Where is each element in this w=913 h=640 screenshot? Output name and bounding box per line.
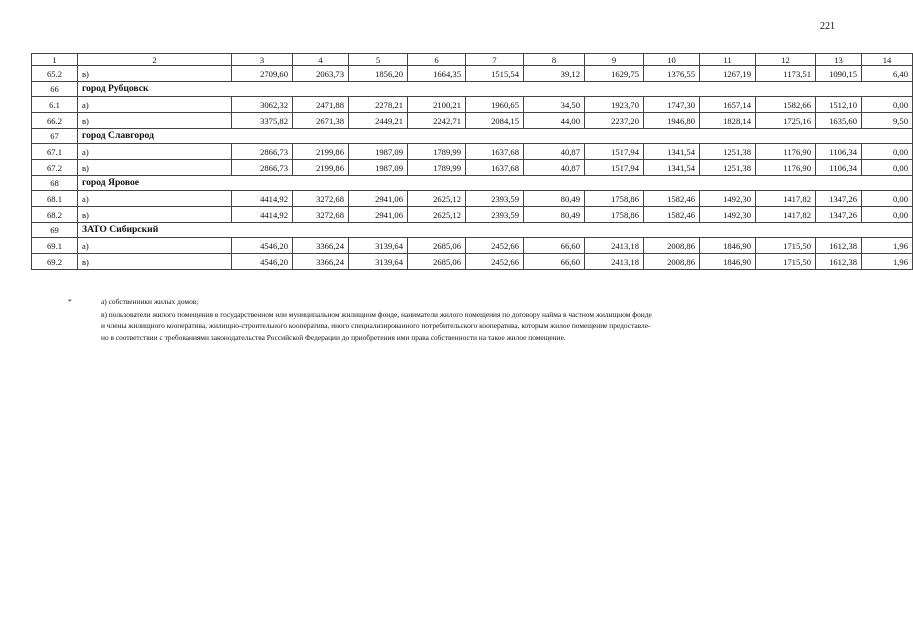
value-cell: 2625,12 bbox=[408, 207, 466, 223]
value-cell: 44,00 bbox=[524, 113, 585, 129]
table-row bbox=[32, 97, 913, 113]
value-cell: 1725,16 bbox=[756, 113, 816, 129]
tariff-table bbox=[31, 53, 913, 270]
value-cell: 2237,20 bbox=[585, 113, 644, 129]
value-cell: 1341,54 bbox=[644, 144, 700, 160]
footnote-marker: * bbox=[68, 297, 72, 306]
value-cell: 1176,90 bbox=[756, 144, 816, 160]
value-cell: 1492,30 bbox=[700, 191, 756, 207]
value-cell: 2452,66 bbox=[466, 254, 524, 270]
value-cell: 3062,32 bbox=[232, 97, 293, 113]
value-cell: 1106,34 bbox=[816, 144, 862, 160]
footnote-line-a: а) собственники жилых домов; bbox=[101, 297, 199, 306]
value-cell: 2471,88 bbox=[293, 97, 349, 113]
row-code: 67.1 bbox=[32, 144, 78, 160]
value-cell: 3139,64 bbox=[349, 254, 408, 270]
value-cell: 3366,24 bbox=[293, 254, 349, 270]
row-code: 67 bbox=[32, 129, 78, 144]
value-cell: 66,60 bbox=[524, 254, 585, 270]
value-cell: 0,00 bbox=[862, 160, 913, 176]
value-cell: 4414,92 bbox=[232, 191, 293, 207]
column-header: 7 bbox=[466, 54, 524, 66]
value-cell: 40,87 bbox=[524, 144, 585, 160]
city-row bbox=[32, 129, 913, 144]
row-code: 69.2 bbox=[32, 254, 78, 270]
value-cell: 2941,06 bbox=[349, 191, 408, 207]
value-cell: 2866,73 bbox=[232, 144, 293, 160]
row-category: в) bbox=[78, 254, 232, 270]
value-cell: 1417,82 bbox=[756, 191, 816, 207]
page-number: 221 bbox=[820, 21, 835, 32]
city-row bbox=[32, 82, 913, 97]
value-cell: 1582,46 bbox=[644, 191, 700, 207]
value-cell: 2685,06 bbox=[408, 254, 466, 270]
table-row bbox=[32, 144, 913, 160]
row-category: а) bbox=[78, 144, 232, 160]
value-cell: 40,87 bbox=[524, 160, 585, 176]
value-cell: 1923,70 bbox=[585, 97, 644, 113]
value-cell: 2393,59 bbox=[466, 191, 524, 207]
city-name: ЗАТО Сибирский bbox=[78, 223, 913, 238]
city-row bbox=[32, 223, 913, 238]
value-cell: 3139,64 bbox=[349, 238, 408, 254]
value-cell: 1,96 bbox=[862, 238, 913, 254]
value-cell: 80,49 bbox=[524, 207, 585, 223]
row-code: 68.2 bbox=[32, 207, 78, 223]
table-row bbox=[32, 191, 913, 207]
row-category: в) bbox=[78, 113, 232, 129]
value-cell: 1341,54 bbox=[644, 160, 700, 176]
value-cell: 3375,82 bbox=[232, 113, 293, 129]
value-cell: 4414,92 bbox=[232, 207, 293, 223]
value-cell: 2393,59 bbox=[466, 207, 524, 223]
value-cell: 39,12 bbox=[524, 66, 585, 82]
value-cell: 2199,86 bbox=[293, 144, 349, 160]
value-cell: 4546,20 bbox=[232, 254, 293, 270]
value-cell: 1251,38 bbox=[700, 144, 756, 160]
value-cell: 1512,10 bbox=[816, 97, 862, 113]
value-cell: 1267,19 bbox=[700, 66, 756, 82]
table-row bbox=[32, 254, 913, 270]
value-cell: 1176,90 bbox=[756, 160, 816, 176]
value-cell: 2413,18 bbox=[585, 238, 644, 254]
value-cell: 1612,38 bbox=[816, 238, 862, 254]
value-cell: 1789,99 bbox=[408, 160, 466, 176]
value-cell: 1251,38 bbox=[700, 160, 756, 176]
value-cell: 1789,99 bbox=[408, 144, 466, 160]
value-cell: 1657,14 bbox=[700, 97, 756, 113]
value-cell: 1090,15 bbox=[816, 66, 862, 82]
value-cell: 2685,06 bbox=[408, 238, 466, 254]
city-name: город Яровое bbox=[78, 176, 913, 191]
value-cell: 66,60 bbox=[524, 238, 585, 254]
value-cell: 1946,80 bbox=[644, 113, 700, 129]
column-header: 10 bbox=[644, 54, 700, 66]
column-header: 5 bbox=[349, 54, 408, 66]
row-category: в) bbox=[78, 207, 232, 223]
value-cell: 9,50 bbox=[862, 113, 913, 129]
row-code: 67.2 bbox=[32, 160, 78, 176]
footnote-line-b-2: и члены жилищного кооператива, жилищно-строительного кооператива, иного специализированного потребительского кооператива, которым жилое помещение предоставле- bbox=[101, 321, 651, 330]
value-cell: 2100,21 bbox=[408, 97, 466, 113]
row-category: в) bbox=[78, 66, 232, 82]
value-cell: 1417,82 bbox=[756, 207, 816, 223]
column-header: 1 bbox=[32, 54, 78, 66]
column-header: 3 bbox=[232, 54, 293, 66]
value-cell: 2278,21 bbox=[349, 97, 408, 113]
value-cell: 1376,55 bbox=[644, 66, 700, 82]
value-cell: 1612,38 bbox=[816, 254, 862, 270]
footnotes bbox=[68, 296, 838, 343]
value-cell: 2941,06 bbox=[349, 207, 408, 223]
value-cell: 34,50 bbox=[524, 97, 585, 113]
column-header: 14 bbox=[862, 54, 913, 66]
value-cell: 1347,26 bbox=[816, 191, 862, 207]
value-cell: 0,00 bbox=[862, 144, 913, 160]
row-code: 69 bbox=[32, 223, 78, 238]
column-header: 6 bbox=[408, 54, 466, 66]
value-cell: 1828,14 bbox=[700, 113, 756, 129]
table-row bbox=[32, 66, 913, 82]
table-header-row bbox=[32, 54, 913, 66]
value-cell: 2625,12 bbox=[408, 191, 466, 207]
value-cell: 1106,34 bbox=[816, 160, 862, 176]
value-cell: 2063,73 bbox=[293, 66, 349, 82]
value-cell: 1515,54 bbox=[466, 66, 524, 82]
value-cell: 3366,24 bbox=[293, 238, 349, 254]
city-name: город Рубцовск bbox=[78, 82, 913, 97]
city-name: город Славгород bbox=[78, 129, 913, 144]
value-cell: 1582,46 bbox=[644, 207, 700, 223]
value-cell: 2084,15 bbox=[466, 113, 524, 129]
footnote-line-b-3: но в соответствии с требованиями законодательства Российской Федерации до приобретения ими права собственности на такое жилое помещение. bbox=[101, 332, 566, 342]
table-row bbox=[32, 160, 913, 176]
value-cell: 1987,09 bbox=[349, 160, 408, 176]
value-cell: 1517,94 bbox=[585, 144, 644, 160]
value-cell: 0,00 bbox=[862, 191, 913, 207]
value-cell: 1715,50 bbox=[756, 238, 816, 254]
value-cell: 80,49 bbox=[524, 191, 585, 207]
row-code: 68 bbox=[32, 176, 78, 191]
row-category: а) bbox=[78, 238, 232, 254]
column-header: 9 bbox=[585, 54, 644, 66]
value-cell: 4546,20 bbox=[232, 238, 293, 254]
row-category: а) bbox=[78, 191, 232, 207]
value-cell: 2866,73 bbox=[232, 160, 293, 176]
value-cell: 2709,60 bbox=[232, 66, 293, 82]
footnote-line-b-1: в) пользователи жилого помещения в государственном или муниципальном жилищном фонде, наниматели жилого помещения по договору найма в частном жилищном фонде bbox=[101, 309, 652, 319]
row-category: в) bbox=[78, 160, 232, 176]
row-code: 66.2 bbox=[32, 113, 78, 129]
value-cell: 1846,90 bbox=[700, 254, 756, 270]
value-cell: 0,00 bbox=[862, 207, 913, 223]
value-cell: 2199,86 bbox=[293, 160, 349, 176]
row-code: 66 bbox=[32, 82, 78, 97]
value-cell: 2008,86 bbox=[644, 254, 700, 270]
value-cell: 1856,20 bbox=[349, 66, 408, 82]
value-cell: 0,00 bbox=[862, 97, 913, 113]
table-row bbox=[32, 238, 913, 254]
value-cell: 6,40 bbox=[862, 66, 913, 82]
value-cell: 2671,38 bbox=[293, 113, 349, 129]
value-cell: 2449,21 bbox=[349, 113, 408, 129]
row-code: 69.1 bbox=[32, 238, 78, 254]
table-row bbox=[32, 113, 913, 129]
value-cell: 1582,66 bbox=[756, 97, 816, 113]
column-header: 4 bbox=[293, 54, 349, 66]
value-cell: 1987,09 bbox=[349, 144, 408, 160]
value-cell: 1347,26 bbox=[816, 207, 862, 223]
row-code: 6.1 bbox=[32, 97, 78, 113]
column-header: 8 bbox=[524, 54, 585, 66]
value-cell: 3272,68 bbox=[293, 207, 349, 223]
column-header: 13 bbox=[816, 54, 862, 66]
value-cell: 2452,66 bbox=[466, 238, 524, 254]
column-header: 2 bbox=[78, 54, 232, 66]
value-cell: 1846,90 bbox=[700, 238, 756, 254]
value-cell: 1715,50 bbox=[756, 254, 816, 270]
column-header: 11 bbox=[700, 54, 756, 66]
value-cell: 1492,30 bbox=[700, 207, 756, 223]
value-cell: 2413,18 bbox=[585, 254, 644, 270]
value-cell: 1635,60 bbox=[816, 113, 862, 129]
row-category: а) bbox=[78, 97, 232, 113]
value-cell: 3272,68 bbox=[293, 191, 349, 207]
value-cell: 1517,94 bbox=[585, 160, 644, 176]
value-cell: 1173,51 bbox=[756, 66, 816, 82]
value-cell: 1637,68 bbox=[466, 160, 524, 176]
value-cell: 1960,65 bbox=[466, 97, 524, 113]
city-row bbox=[32, 176, 913, 191]
value-cell: 1637,68 bbox=[466, 144, 524, 160]
value-cell: 1629,75 bbox=[585, 66, 644, 82]
row-code: 65.2 bbox=[32, 66, 78, 82]
table-row bbox=[32, 207, 913, 223]
value-cell: 1664,35 bbox=[408, 66, 466, 82]
column-header: 12 bbox=[756, 54, 816, 66]
value-cell: 1758,86 bbox=[585, 191, 644, 207]
value-cell: 2242,71 bbox=[408, 113, 466, 129]
value-cell: 1,96 bbox=[862, 254, 913, 270]
row-code: 68.1 bbox=[32, 191, 78, 207]
value-cell: 2008,86 bbox=[644, 238, 700, 254]
value-cell: 1758,86 bbox=[585, 207, 644, 223]
value-cell: 1747,30 bbox=[644, 97, 700, 113]
